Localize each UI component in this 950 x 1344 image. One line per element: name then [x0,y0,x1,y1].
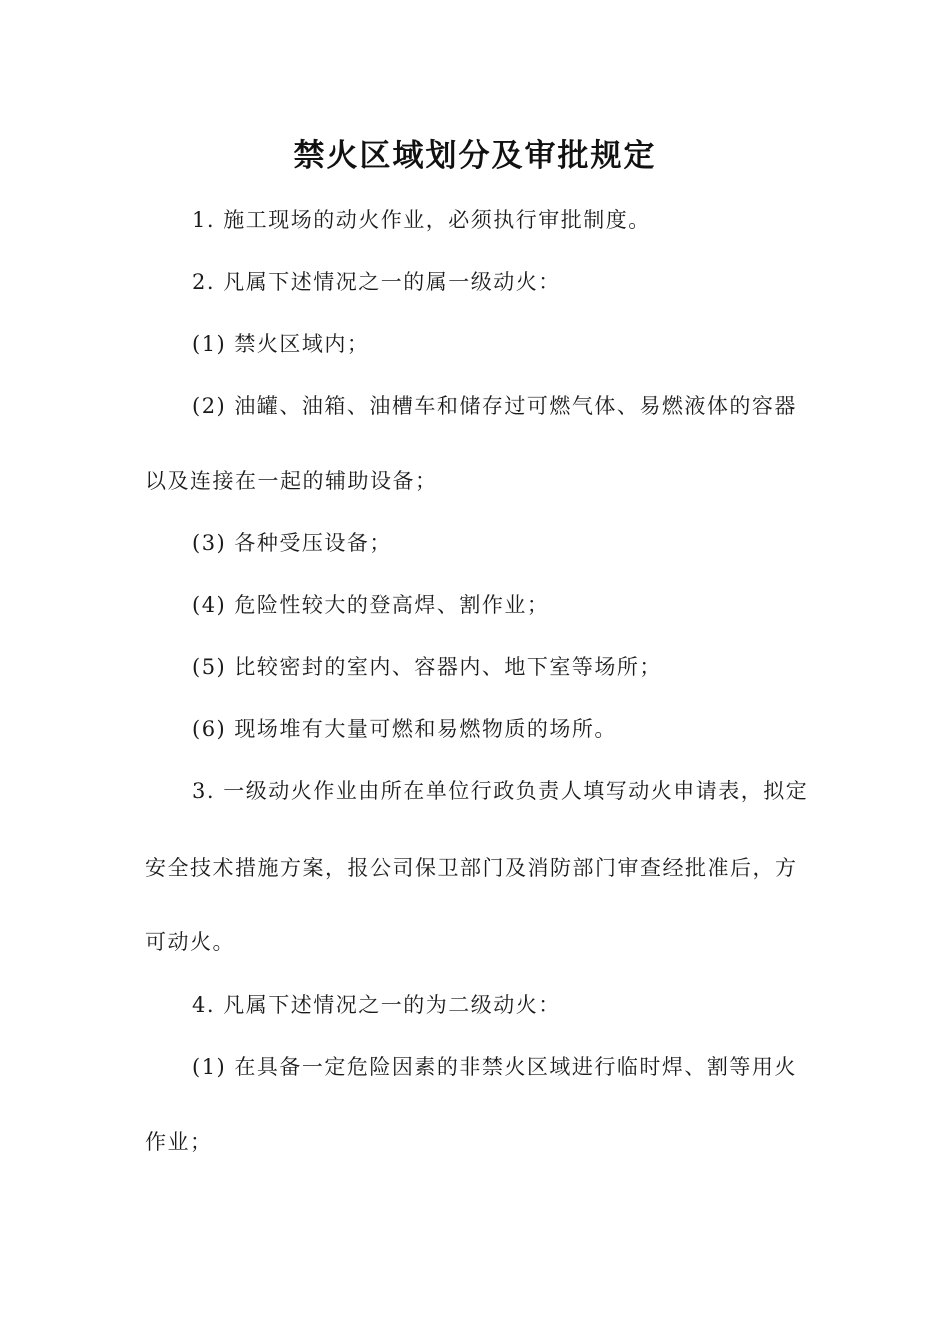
paragraph-line-9: (6) 现场堆有大量可燃和易燃物质的场所。 [192,717,617,741]
paragraph-line-7: (4) 危险性较大的登高焊、割作业； [192,593,550,617]
paragraph-line-12: 可动火。 [145,930,235,954]
paragraph-line-11: 安全技术措施方案，报公司保卫部门及消防部门审查经批准后，方 [145,856,798,880]
paragraph-line-6: (3) 各种受压设备； [192,531,392,555]
paragraph-line-3: (1) 禁火区域内； [192,332,370,356]
paragraph-line-13: 4. 凡属下述情况之一的为二级动火： [192,993,561,1017]
paragraph-line-2: 2. 凡属下述情况之一的属一级动火： [192,270,561,294]
paragraph-line-14: (1) 在具备一定危险因素的非禁火区域进行临时焊、割等用火 [192,1055,797,1079]
paragraph-line-4: (2) 油罐、油箱、油槽车和储存过可燃气体、易燃液体的容器 [192,394,797,418]
paragraph-line-8: (5) 比较密封的室内、容器内、地下室等场所； [192,655,662,679]
document-title: 禁火区域划分及审批规定 [293,138,657,174]
paragraph-line-5: 以及连接在一起的辅助设备； [145,469,438,493]
paragraph-line-1: 1. 施工现场的动火作业，必须执行审批制度。 [192,208,651,232]
paragraph-line-15: 作业； [145,1130,213,1154]
paragraph-line-10: 3. 一级动火作业由所在单位行政负责人填写动火申请表，拟定 [192,779,809,803]
